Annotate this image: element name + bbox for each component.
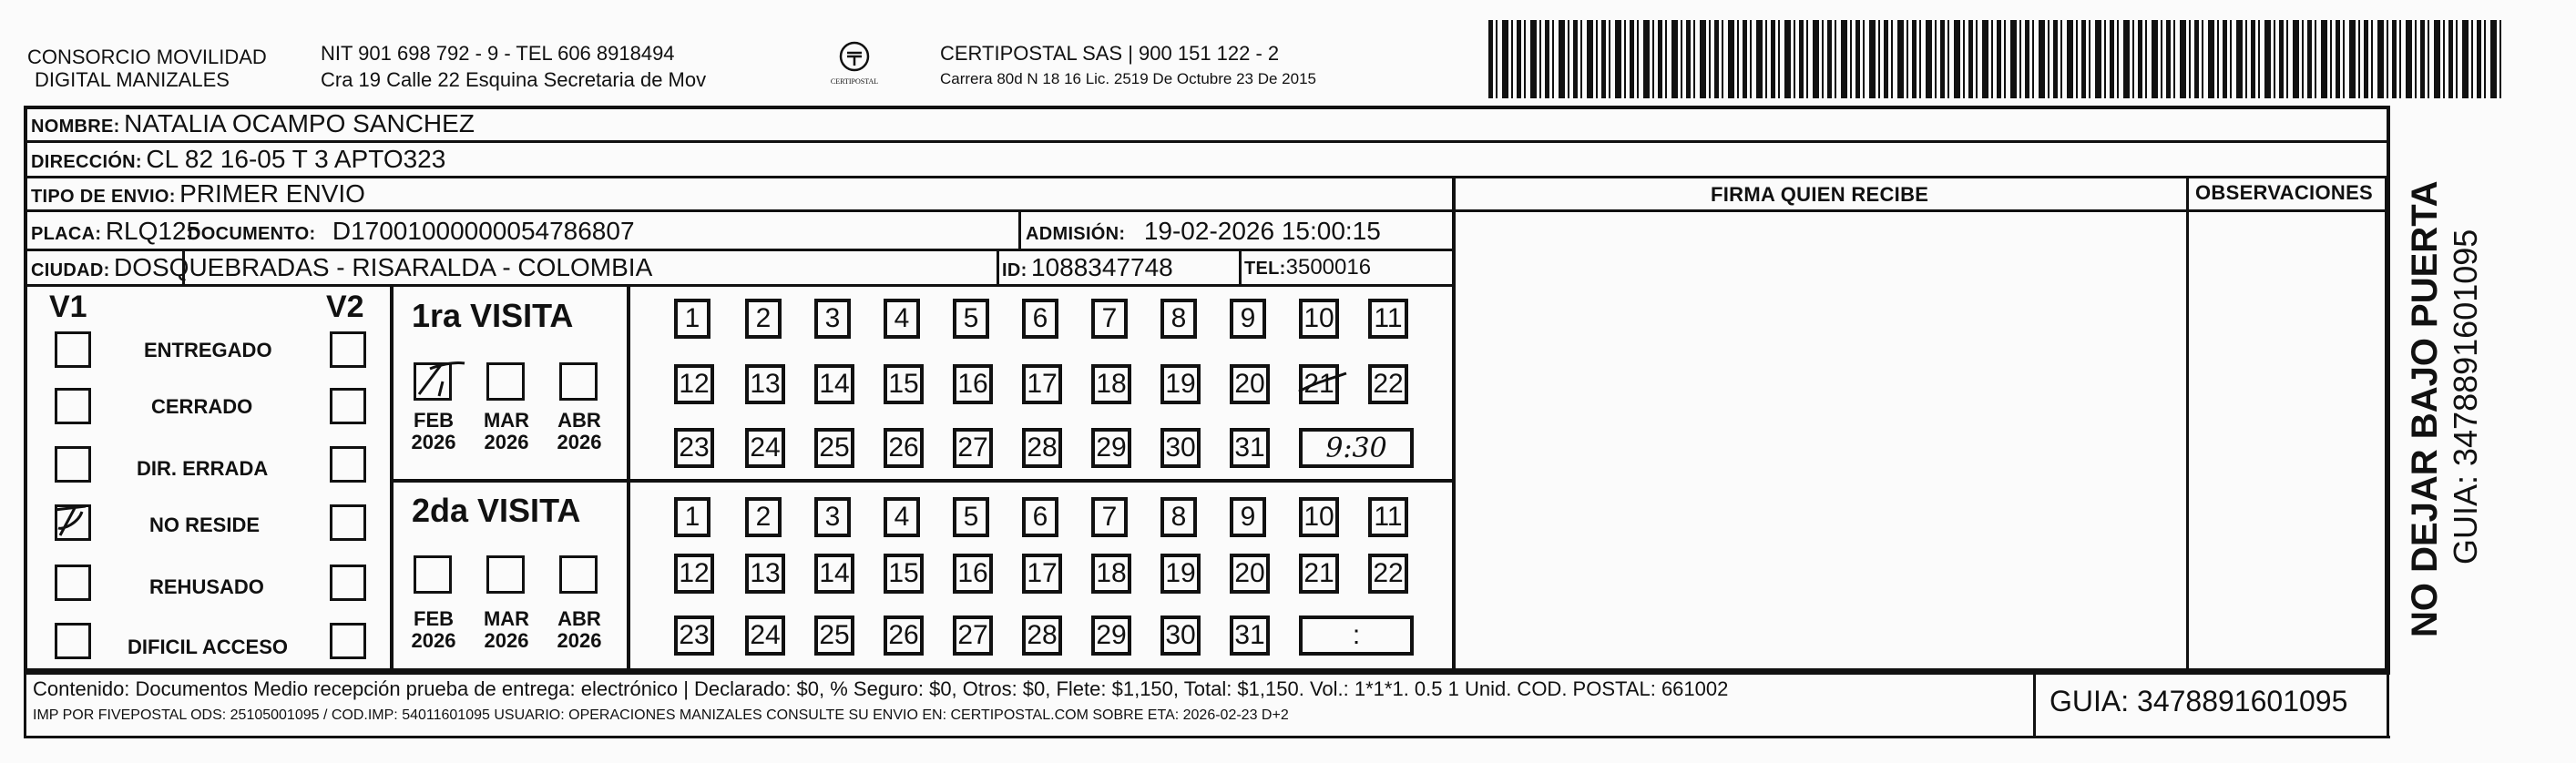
day-box[interactable]: 11 bbox=[1368, 497, 1408, 537]
day-box[interactable]: 15 bbox=[884, 364, 924, 404]
status-entregado: ENTREGADO bbox=[144, 339, 272, 361]
v2-label: V2 bbox=[326, 290, 364, 324]
handwritten-mark-icon bbox=[1293, 364, 1348, 404]
observaciones-label: OBSERVACIONES bbox=[2195, 181, 2374, 204]
day-box-marked[interactable]: 21 bbox=[1299, 364, 1339, 404]
first-visit-month-abr-label: ABR 2026 bbox=[557, 409, 602, 453]
status-cerrado: CERRADO bbox=[151, 395, 253, 418]
row-divider bbox=[24, 209, 2390, 212]
day-box[interactable]: 14 bbox=[814, 364, 854, 404]
v1-checkbox-no-reside[interactable] bbox=[55, 504, 91, 541]
v2-checkbox-rehusado[interactable] bbox=[330, 565, 366, 601]
second-visit-time-box[interactable]: : bbox=[1299, 615, 1414, 656]
day-box[interactable]: 11 bbox=[1368, 299, 1408, 339]
footer-guia: GUIA: 3478891601095 bbox=[2050, 685, 2348, 717]
second-visit-month-mar[interactable] bbox=[486, 555, 525, 594]
admision-cell bbox=[1026, 219, 1381, 244]
visit-divider bbox=[390, 479, 1454, 483]
tipo-value: PRIMER ENVIO bbox=[179, 179, 365, 208]
company-name bbox=[27, 46, 267, 91]
day-box[interactable]: 15 bbox=[884, 554, 924, 594]
day-box[interactable]: 20 bbox=[1230, 364, 1270, 404]
address-line: Cra 19 Calle 22 Esquina Secretaria de Mov bbox=[321, 68, 707, 91]
col-divider bbox=[2385, 176, 2387, 673]
day-box[interactable]: 29 bbox=[1091, 615, 1131, 656]
id-label: ID: bbox=[1002, 260, 1027, 280]
col-divider bbox=[2387, 672, 2389, 738]
day-box[interactable]: 14 bbox=[814, 554, 854, 594]
col-divider bbox=[2033, 672, 2036, 738]
first-visit-month-mar-label: MAR 2026 bbox=[483, 409, 530, 453]
firma-label: FIRMA QUIEN RECIBE bbox=[1711, 183, 1929, 206]
documento-label: DOCUMENTO: bbox=[188, 224, 316, 244]
day-box[interactable]: 29 bbox=[1091, 428, 1131, 468]
day-box[interactable]: 3 bbox=[814, 497, 851, 537]
v2-checkbox-dir-errada[interactable] bbox=[330, 446, 366, 483]
day-box[interactable]: 2 bbox=[745, 299, 782, 339]
side-guia: GUIA: 3478891601095 bbox=[2447, 229, 2484, 565]
first-visit-month-abr[interactable] bbox=[559, 362, 598, 401]
day-box[interactable]: 28 bbox=[1022, 428, 1062, 468]
status-no-reside: NO RESIDE bbox=[149, 514, 261, 536]
second-visit-month-abr[interactable] bbox=[559, 555, 598, 594]
col-divider bbox=[1239, 249, 1242, 285]
second-visit-month-feb-label: FEB 2026 bbox=[411, 607, 456, 652]
day-box[interactable]: 26 bbox=[884, 428, 924, 468]
first-visit-month-mar[interactable] bbox=[486, 362, 525, 401]
status-rehusado: REHUSADO bbox=[149, 575, 264, 598]
tel-cell bbox=[1244, 257, 1371, 279]
v1-checkbox-rehusado[interactable] bbox=[55, 565, 91, 601]
day-box[interactable]: 27 bbox=[953, 428, 993, 468]
first-visit-month-feb-label: FEB 2026 bbox=[411, 409, 456, 453]
footer-line1: Contenido: Documentos Medio recepción prueba de entrega: electrónico | Declarado: $0, % Seguro: $0, Otros: $0, Flete: $1,150, Total: $1,150. Vol.: 1*1*1. 0.5 1 Unid. COD. POSTAL: 661002 bbox=[33, 677, 1729, 700]
day-box[interactable]: 20 bbox=[1230, 554, 1270, 594]
day-box[interactable]: 16 bbox=[953, 554, 993, 594]
status-dir-errada: DIR. ERRADA bbox=[137, 457, 269, 480]
day-box[interactable]: 10 bbox=[1299, 497, 1339, 537]
admision-label: ADMISIÓN: bbox=[1026, 224, 1126, 244]
no-dejar-bajo-puerta: NO DEJAR BAJO PUERTA bbox=[2405, 180, 2445, 637]
day-box[interactable]: 22 bbox=[1368, 364, 1408, 404]
day-box[interactable]: 31 bbox=[1230, 615, 1270, 656]
col-divider bbox=[390, 284, 394, 672]
documento-cell bbox=[188, 219, 635, 244]
v1-checkbox-dificil-acceso[interactable] bbox=[55, 623, 91, 659]
day-box[interactable]: 26 bbox=[884, 615, 924, 656]
certipostal-line1: CERTIPOSTAL SAS | 900 151 122 - 2 bbox=[940, 42, 1280, 65]
row-divider bbox=[24, 176, 2390, 178]
v2-checkbox-dificil-acceso[interactable] bbox=[330, 623, 366, 659]
day-box[interactable]: 1 bbox=[674, 299, 710, 339]
day-box[interactable]: 28 bbox=[1022, 615, 1062, 656]
day-box[interactable]: 7 bbox=[1091, 497, 1128, 537]
company-contact bbox=[321, 42, 706, 91]
day-box[interactable]: 21 bbox=[1299, 554, 1339, 594]
tel-label: TEL: bbox=[1244, 259, 1286, 279]
day-box[interactable]: 8 bbox=[1160, 299, 1197, 339]
col-divider bbox=[24, 672, 26, 738]
day-box[interactable]: 17 bbox=[1022, 554, 1062, 594]
first-visit-title: 1ra VISITA bbox=[412, 297, 574, 334]
second-visit-title: 2da VISITA bbox=[412, 492, 581, 529]
certipostal-line2: Carrera 80d N 18 16 Lic. 2519 De Octubre 23 De 2015 bbox=[940, 70, 1316, 87]
form-frame bbox=[24, 106, 2390, 672]
day-box[interactable]: 30 bbox=[1160, 615, 1201, 656]
v1-checkbox-dir-errada[interactable] bbox=[55, 446, 91, 483]
direccion-value: CL 82 16-05 T 3 APTO323 bbox=[146, 145, 446, 173]
ciudad-value: DOSQUEBRADAS - RISARALDA - COLOMBIA bbox=[114, 253, 653, 281]
day-box[interactable]: 23 bbox=[674, 615, 714, 656]
first-visit-time-box[interactable] bbox=[1299, 428, 1414, 468]
day-box[interactable]: 3 bbox=[814, 299, 851, 339]
col-divider bbox=[1018, 209, 1021, 249]
second-visit-month-feb[interactable] bbox=[414, 555, 452, 594]
col-divider bbox=[2186, 176, 2189, 673]
handwritten-check-icon bbox=[414, 360, 468, 400]
status-dificil-acceso: DIFICIL ACCESO bbox=[128, 636, 289, 658]
day-box[interactable]: 30 bbox=[1160, 428, 1201, 468]
day-box[interactable]: 13 bbox=[745, 364, 785, 404]
first-visit-time-handwritten: 9:30 bbox=[1325, 432, 1387, 464]
handwritten-check-icon bbox=[55, 504, 91, 541]
day-box[interactable]: 6 bbox=[1022, 497, 1058, 537]
tel-value: 3500016 bbox=[1285, 255, 1372, 280]
day-box[interactable]: 5 bbox=[953, 299, 989, 339]
v1-label: V1 bbox=[49, 290, 87, 324]
day-box[interactable]: 13 bbox=[745, 554, 785, 594]
day-box[interactable]: 10 bbox=[1299, 299, 1339, 339]
day-box[interactable]: 9 bbox=[1230, 299, 1266, 339]
day-box[interactable]: 4 bbox=[884, 299, 920, 339]
day-box[interactable]: 17 bbox=[1022, 364, 1062, 404]
footer-line2: IMP POR FIVEPOSTAL ODS: 25105001095 / COD.IMP: 54011601095 USUARIO: OPERACIONES MANIZALES CONSULTE SU ENVIO EN: CERTIPOSTAL.COM SOBRE ETA: 2026-02-23 D+2 bbox=[33, 707, 1289, 723]
id-cell bbox=[1002, 255, 1173, 280]
day-box[interactable]: 19 bbox=[1160, 364, 1201, 404]
placa-label: PLACA: bbox=[31, 224, 102, 244]
barcode bbox=[1488, 20, 2503, 98]
ciudad-cell bbox=[31, 255, 652, 280]
tipo-label: TIPO DE ENVIO: bbox=[31, 187, 176, 207]
second-visit-month-mar-label: MAR 2026 bbox=[483, 607, 530, 652]
day-box[interactable]: 16 bbox=[953, 364, 993, 404]
nombre-row bbox=[31, 111, 475, 137]
day-box[interactable]: 31 bbox=[1230, 428, 1270, 468]
id-value: 1088347748 bbox=[1031, 253, 1173, 281]
admision-value: 19-02-2026 15:00:15 bbox=[1143, 217, 1381, 245]
nit-line: NIT 901 698 792 - 9 - TEL 606 8918494 bbox=[321, 42, 675, 65]
direccion-row bbox=[31, 147, 445, 172]
placa-value: RLQ125 bbox=[105, 217, 201, 245]
day-box[interactable]: 18 bbox=[1091, 554, 1131, 594]
second-visit-month-abr-label: ABR 2026 bbox=[557, 607, 602, 652]
certipostal-info bbox=[940, 42, 1316, 89]
day-box[interactable]: 24 bbox=[745, 615, 785, 656]
logo-text: CERTIPOSTAL bbox=[830, 77, 879, 86]
company-line2: DIGITAL MANIZALES bbox=[35, 68, 230, 91]
col-divider bbox=[627, 284, 630, 672]
documento-value: D17001000000054786807 bbox=[332, 217, 635, 245]
row-divider bbox=[24, 736, 2390, 738]
day-box[interactable]: 24 bbox=[745, 428, 785, 468]
day-box[interactable]: 27 bbox=[953, 615, 993, 656]
day-box[interactable]: 25 bbox=[814, 428, 854, 468]
col-divider bbox=[1452, 176, 1456, 673]
certipostal-logo bbox=[822, 40, 887, 95]
day-box[interactable]: 18 bbox=[1091, 364, 1131, 404]
v2-checkbox-entregado[interactable] bbox=[330, 331, 366, 368]
v1-checkbox-entregado[interactable] bbox=[55, 331, 91, 368]
tipo-row bbox=[31, 181, 365, 207]
day-box[interactable]: 12 bbox=[674, 364, 714, 404]
ciudad-label: CIUDAD: bbox=[31, 260, 110, 280]
day-box[interactable]: 1 bbox=[674, 497, 710, 537]
col-divider bbox=[997, 249, 999, 285]
placa-cell bbox=[31, 219, 200, 244]
day-box[interactable]: 4 bbox=[884, 497, 920, 537]
first-visit-month-feb[interactable] bbox=[414, 362, 452, 401]
v1-checkbox-cerrado[interactable] bbox=[55, 388, 91, 424]
day-box[interactable]: 12 bbox=[674, 554, 714, 594]
day-box[interactable]: 19 bbox=[1160, 554, 1201, 594]
logo-icon bbox=[836, 40, 873, 73]
v2-checkbox-cerrado[interactable] bbox=[330, 388, 366, 424]
day-box[interactable]: 7 bbox=[1091, 299, 1128, 339]
day-box[interactable]: 9 bbox=[1230, 497, 1266, 537]
day-box[interactable]: 25 bbox=[814, 615, 854, 656]
v2-checkbox-no-reside[interactable] bbox=[330, 504, 366, 541]
nombre-label: NOMBRE: bbox=[31, 117, 120, 137]
day-box[interactable]: 2 bbox=[745, 497, 782, 537]
company-line1: CONSORCIO MOVILIDAD bbox=[27, 46, 267, 68]
direccion-label: DIRECCIÓN: bbox=[31, 152, 142, 172]
day-box[interactable]: 22 bbox=[1368, 554, 1408, 594]
row-divider bbox=[24, 140, 2390, 143]
nombre-value: NATALIA OCAMPO SANCHEZ bbox=[124, 109, 475, 137]
day-box[interactable]: 5 bbox=[953, 497, 989, 537]
day-box[interactable]: 6 bbox=[1022, 299, 1058, 339]
day-box[interactable]: 8 bbox=[1160, 497, 1197, 537]
day-box[interactable]: 23 bbox=[674, 428, 714, 468]
